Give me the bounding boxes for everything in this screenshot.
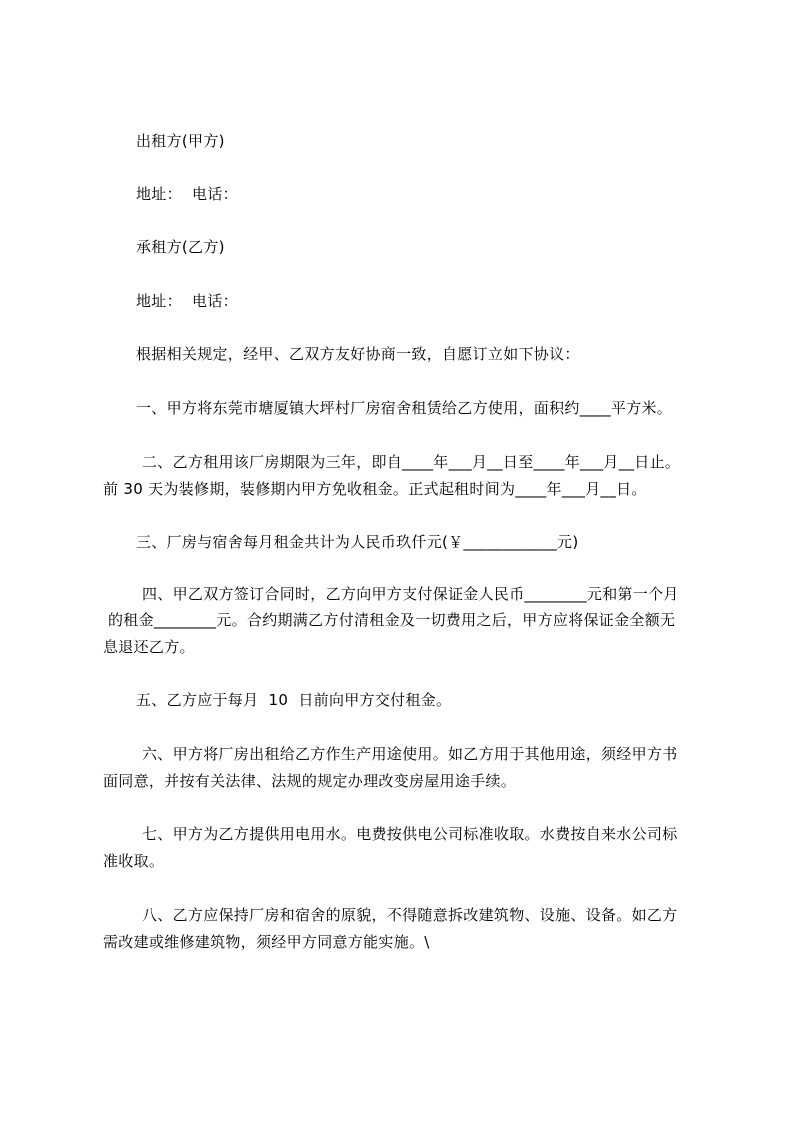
clause-6-line-1: 六、甲方将厂房出租给乙方作生产用途使用。如乙方用于其他用途，须经甲方书 [142,745,678,763]
lessee-label: 承租方(乙方) [136,238,225,256]
clause-2-line-2: 前 30 天为装修期，装修期内甲方免收租金。正式起租时间为____年___月__日。 [103,480,647,498]
clause-7-line-1: 七、甲方为乙方提供用电用水。电费按供电公司标准收取。水费按自来水公司标 [142,825,678,843]
lessor-label: 出租方(甲方) [136,132,225,150]
lessor-contact: 地址： 电话： [136,185,238,203]
clause-7-line-2: 准收取。 [103,852,165,870]
clause-4-line-2: 的租金________元。合约期满乙方付清租金及一切费用之后，甲方应将保证金全额无 [108,611,676,629]
lessee-contact: 地址： 电话： [136,292,238,310]
clause-3: 三、厂房与宿舍每月租金共计为人民币玖仟元(￥____________元) [136,533,579,551]
clause-6-line-2: 面同意，并按有关法律、法规的规定办理改变房屋用途手续。 [103,772,517,790]
clause-4-line-3: 息退还乙方。 [103,638,195,656]
clause-2-line-1: 二、乙方租用该厂房期限为三年，即自____年___月__日至____年___月__日止。 [142,453,681,471]
clause-8-line-1: 八、乙方应保持厂房和宿舍的原貌，不得随意拆改建筑物、设施、设备。如乙方 [142,906,678,924]
clause-4-line-1: 四、甲乙双方签订合同时，乙方向甲方支付保证金人民币________元和第一个月 [142,585,679,603]
preamble: 根据相关规定，经甲、乙双方友好协商一致，自愿订立如下协议： [136,345,580,363]
clause-8-line-2: 需改建或维修建筑物，须经甲方同意方能实施。\ [103,933,430,951]
clause-5: 五、乙方应于每月 10 日前向甲方交付租金。 [136,691,452,709]
clause-1: 一、甲方将东莞市塘厦镇大坪村厂房宿舍租赁给乙方使用，面积约____平方米。 [136,399,673,417]
